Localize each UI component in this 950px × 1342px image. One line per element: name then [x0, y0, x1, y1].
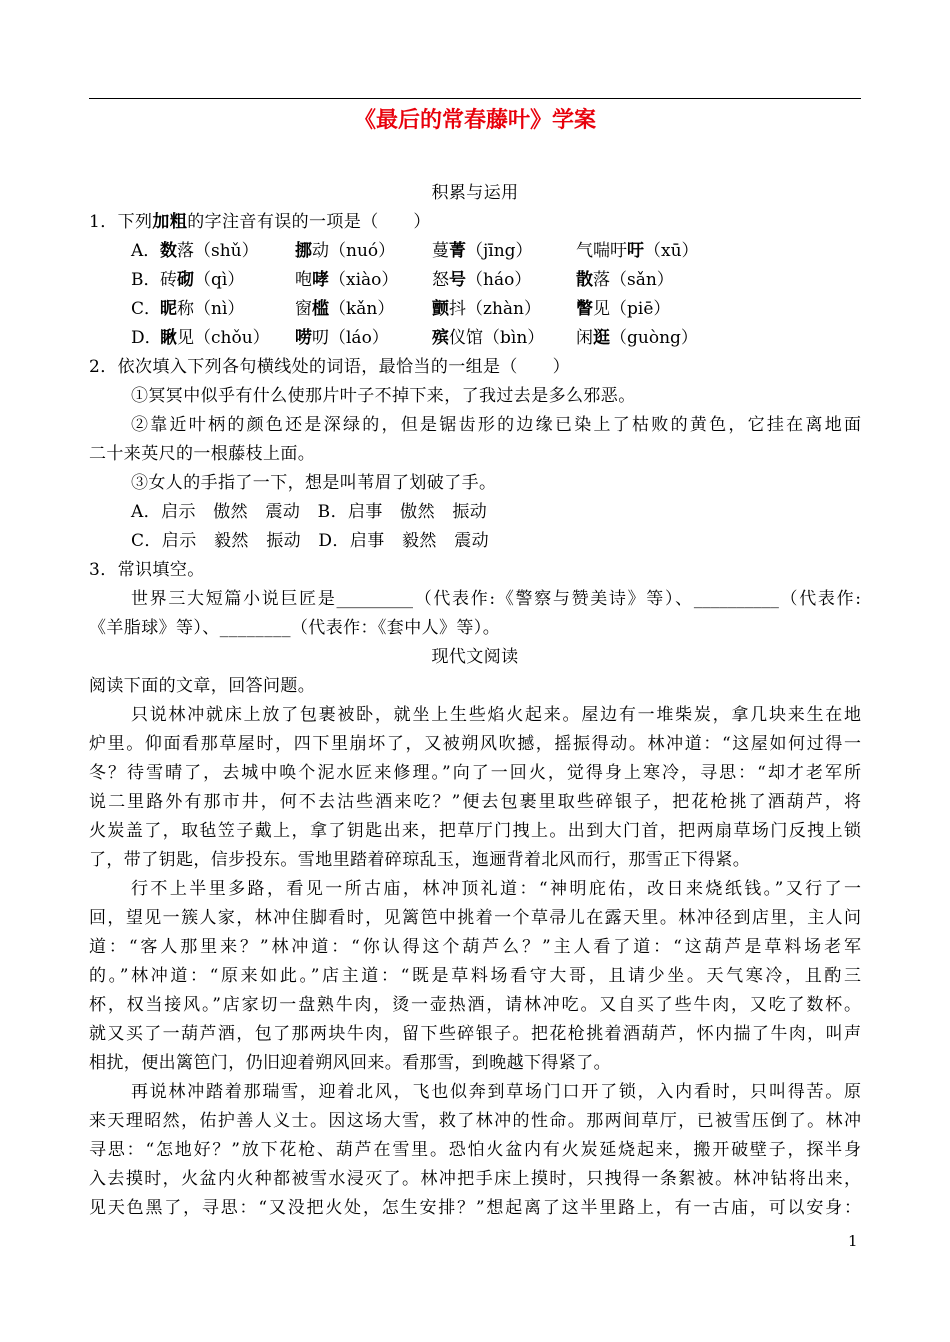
page-number: 1 — [848, 1232, 858, 1250]
option-item: 唠叨（láo） — [295, 328, 389, 348]
option-label: A． — [131, 241, 161, 261]
option-item: 气喘吁吁（xū） — [576, 241, 699, 261]
option-label: C． — [131, 299, 162, 319]
question-2-options-ab: A．启示 傲然 震动 B．启事 傲然 振动 — [131, 502, 488, 522]
header-rule — [89, 98, 861, 99]
option-item: 颤抖（zhàn） — [432, 299, 541, 319]
option-label: B． — [131, 270, 161, 290]
passage-line: 的。”林冲道：“原来如此。”店主道：“既是草料场看守大哥，且请少坐。天气寒冷，且酌三 — [89, 966, 861, 986]
question-2-sentence-2: ②靠近叶柄的颜色还是深绿的，但是锯齿形的边缘已染上了枯败的黄色，它挂在离地面 — [131, 415, 861, 435]
question-2-sentence-2-cont: 二十来英尺的一根藤枝上面。 — [89, 444, 316, 464]
question-1-stem: 1．下列加粗的字注音有误的一项是（ ） — [89, 212, 431, 232]
option-item: 蔓菁（jīng） — [432, 241, 533, 261]
passage-line: 再说林冲踏着那瑞雪，迎着北风，飞也似奔到草场门口开了锁，入内看时，只叫得苦。原 — [131, 1082, 861, 1102]
passage-line: 炉里。仰面看那草屋时，四下里崩坏了，又被朔风吹撼，摇振得动。林冲道：“这屋如何过得一 — [89, 734, 861, 754]
passage-line: 回，望见一簇人家，林冲住脚看时，见篱笆中挑着一个草帚儿在露天里。林冲径到店里，主人问 — [89, 908, 861, 928]
passage-line: 相扰，便出篱笆门，仍旧迎着朔风回来。看那雪，到晚越下得紧了。 — [89, 1053, 611, 1073]
option-item: 闲逛（guòng） — [576, 328, 698, 348]
page-title: 《最后的常春藤叶》学案 — [353, 107, 596, 133]
option-item: 怒号（háo） — [432, 270, 532, 290]
passage-line: 冬？待雪晴了，去城中唤个泥水匠来修理。”向了一回火，觉得身上寒冷，寻思：“却才老军所 — [89, 763, 861, 783]
question-2-options-cd: C．启示 毅然 振动 D．启事 毅然 震动 — [131, 531, 490, 551]
option-item: 散落（sǎn） — [576, 270, 674, 290]
question-3-line-2: 《羊脂球》等）、________（代表作：《套中人》等）。 — [89, 618, 501, 638]
passage-line: 杯，权当接风。”店家切一盘熟牛肉，烫一壶热酒，请林冲吃。又自买了些牛肉，又吃了数杯。 — [89, 995, 861, 1015]
passage-line: 就又买了一葫芦酒，包了那两块牛肉，留下些碎银子。把花枪挑着酒葫芦，怀内揣了牛肉，叫声 — [89, 1024, 861, 1044]
option-item: 挪动（nuó） — [295, 241, 396, 261]
section-heading: 积累与运用 — [431, 183, 519, 203]
option-item: 瞅见（chǒu） — [160, 328, 270, 348]
passage-line: 只说林冲就床上放了包裹被卧，就坐上生些焰火起来。屋边有一堆柴炭，拿几块来生在地 — [131, 705, 861, 725]
passage-line: 寻思：“怎地好？”放下花枪、葫芦在雪里。恐怕火盆内有火炭延烧起来，搬开破壁子，探半身 — [89, 1140, 861, 1160]
question-3-line-1: 世界三大短篇小说巨匠是_________（代表作:《警察与赞美诗》等）、__________（代表作: — [131, 589, 861, 609]
passage-line: 来天理昭然，佑护善人义士。因这场大雪，救了林冲的性命。那两间草厅，已被雪压倒了。林冲 — [89, 1111, 861, 1131]
passage-line: 入去摸时，火盆内火种都被雪水浸灭了。林冲把手床上摸时，只拽得一条絮被。林冲钻将出来， — [89, 1169, 861, 1189]
reading-intro: 阅读下面的文章，回答问题。 — [89, 676, 316, 696]
option-item: 数落（shǔ） — [160, 241, 259, 261]
option-item: 窗槛（kǎn） — [295, 299, 395, 319]
option-item: 咆哮（xiào） — [295, 270, 399, 290]
option-item: 殡仪馆（bìn） — [432, 328, 545, 348]
question-2-sentence-3: ③女人的手指了一下，想是叫苇眉了划破了手。 — [131, 473, 497, 493]
passage-line: 道：“客人那里来？”林冲道：“你认得这个葫芦么？”主人看了道：“这葫芦是草料场老军 — [89, 937, 861, 957]
question-3-stem: 3．常识填空。 — [89, 560, 205, 580]
option-item: 砖砌（qì） — [160, 270, 245, 290]
option-label: D． — [131, 328, 162, 348]
question-2-sentence-1: ①冥冥中似乎有什么使那片叶子不掉下来，了我过去是多么邪恶。 — [131, 386, 636, 406]
passage-line: 说二里路外有那市井，何不去沽些酒来吃？”便去包裹里取些碎银子，把花枪挑了酒葫芦，将 — [89, 792, 861, 812]
option-item: 昵称（nì） — [160, 299, 245, 319]
option-item: 瞥见（piē） — [576, 299, 671, 319]
passage-line: 行不上半里多路，看见一所古庙，林冲顶礼道：“神明庇佑，改日来烧纸钱。”又行了一 — [131, 879, 861, 899]
passage-line: 火炭盖了，取毡笠子戴上，拿了钥匙出来，把草厅门拽上。出到大门首，把两扇草场门反拽上锁 — [89, 821, 861, 841]
passage-line: 见天色黑了，寻思：“又没把火处，怎生安排？”想起离了这半里路上，有一古庙，可以安身： — [89, 1198, 861, 1218]
question-2-stem: 2．依次填入下列各句横线处的词语，最恰当的一组是（ ） — [89, 357, 571, 377]
passage-line: 了，带了钥匙，信步投东。雪地里踏着碎琼乱玉，迤逦背着北风而行，那雪正下得紧。 — [89, 850, 751, 870]
section-heading-reading: 现代文阅读 — [431, 647, 519, 667]
